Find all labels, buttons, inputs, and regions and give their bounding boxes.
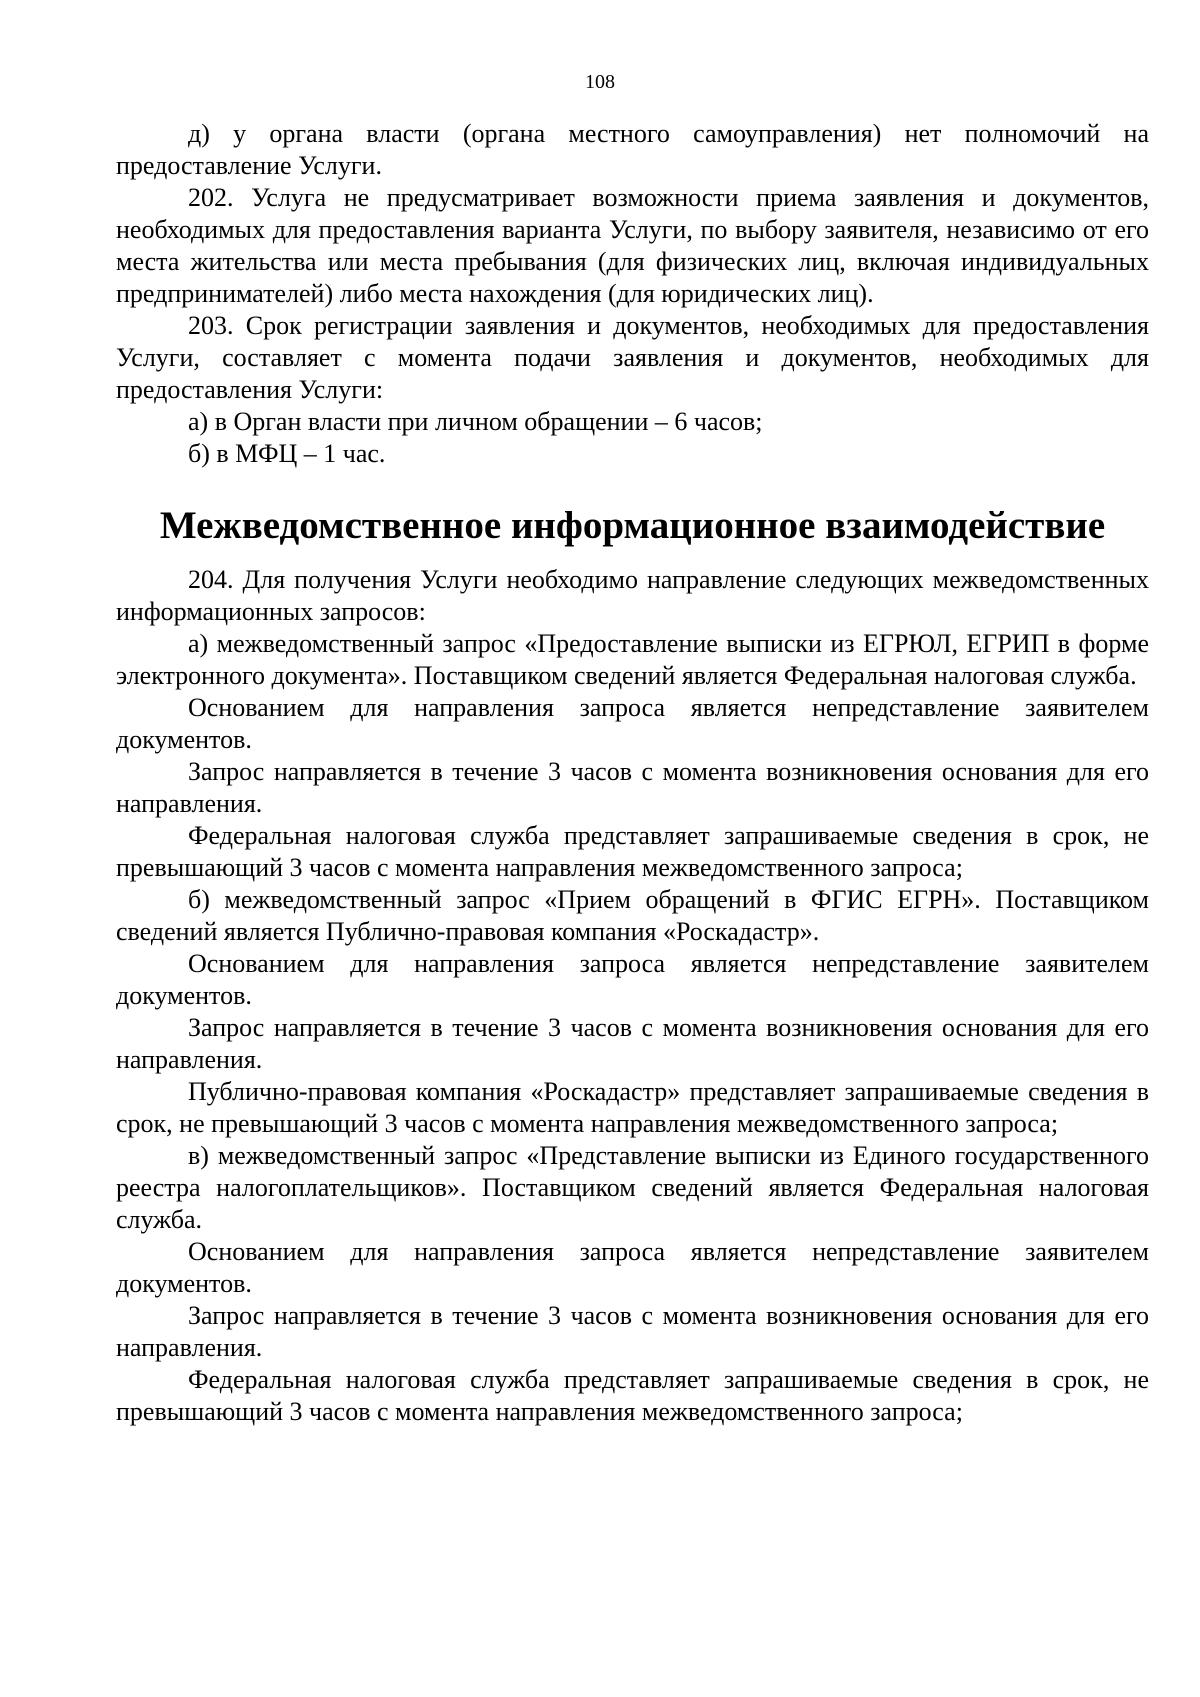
paragraph: б) в МФЦ – 1 час.	[188, 439, 386, 468]
paragraph: в) межведомственный запрос «Представление выписки из Единого государственного реестра налогоплательщиков». Поставщиком сведений является Федеральная налоговая служба.	[116, 1141, 1149, 1234]
paragraph: Основанием для направления запроса является непредставление заявителем документов.	[116, 949, 1149, 1010]
paragraph: а) в Орган власти при личном обращении – 6 часов;	[188, 407, 763, 436]
paragraph: 203. Срок регистрации заявления и документов, необходимых для предоставления Услуги, составляет с момента подачи заявления и документов, необходимых для предоставления Услуги:	[116, 311, 1149, 404]
paragraph: 204. Для получения Услуги необходимо направление следующих межведомственных информационных запросов:	[116, 565, 1149, 626]
paragraph: б) межведомственный запрос «Прием обращений в ФГИС ЕГРН». Поставщиком сведений является Публично-правовая компания «Роскадастр».	[116, 885, 1149, 946]
document-body	[116, 118, 1149, 1428]
paragraph: Запрос направляется в течение 3 часов с момента возникновения основания для его направления.	[116, 757, 1149, 818]
paragraph: 202. Услуга не предусматривает возможности приема заявления и документов, необходимых для предоставления варианта Услуги, по выбору заявителя, независимо от его места жительства или места пребывания (для физических лиц, включая индивидуальных предпринимателей) либо места нахождения (для юридических лиц).	[116, 183, 1149, 308]
page-number: 108	[585, 71, 615, 93]
paragraph: Публично-правовая компания «Роскадастр» представляет запрашиваемые сведения в срок, не превышающий 3 часов с момента направления межведомственного запроса;	[116, 1077, 1149, 1138]
section-heading: Межведомственное информационное взаимодействие	[159, 504, 1106, 547]
paragraph: Запрос направляется в течение 3 часов с момента возникновения основания для его направления.	[116, 1301, 1149, 1362]
paragraph: а) межведомственный запрос «Предоставление выписки из ЕГРЮЛ, ЕГРИП в форме электронного документа». Поставщиком сведений является Федеральная налоговая служба.	[116, 629, 1149, 690]
paragraph: Федеральная налоговая служба представляет запрашиваемые сведения в срок, не превышающий 3 часов с момента направления межведомственного запроса;	[116, 821, 1149, 882]
paragraph: Федеральная налоговая служба представляет запрашиваемые сведения в срок, не превышающий 3 часов с момента направления межведомственного запроса;	[116, 1365, 1149, 1426]
paragraph: Основанием для направления запроса является непредставление заявителем документов.	[116, 1237, 1149, 1298]
paragraph: Запрос направляется в течение 3 часов с момента возникновения основания для его направления.	[116, 1013, 1149, 1074]
paragraph: д) у органа власти (органа местного самоуправления) нет полномочий на предоставление Услуги.	[116, 119, 1149, 180]
paragraph: Основанием для направления запроса является непредставление заявителем документов.	[116, 693, 1149, 754]
